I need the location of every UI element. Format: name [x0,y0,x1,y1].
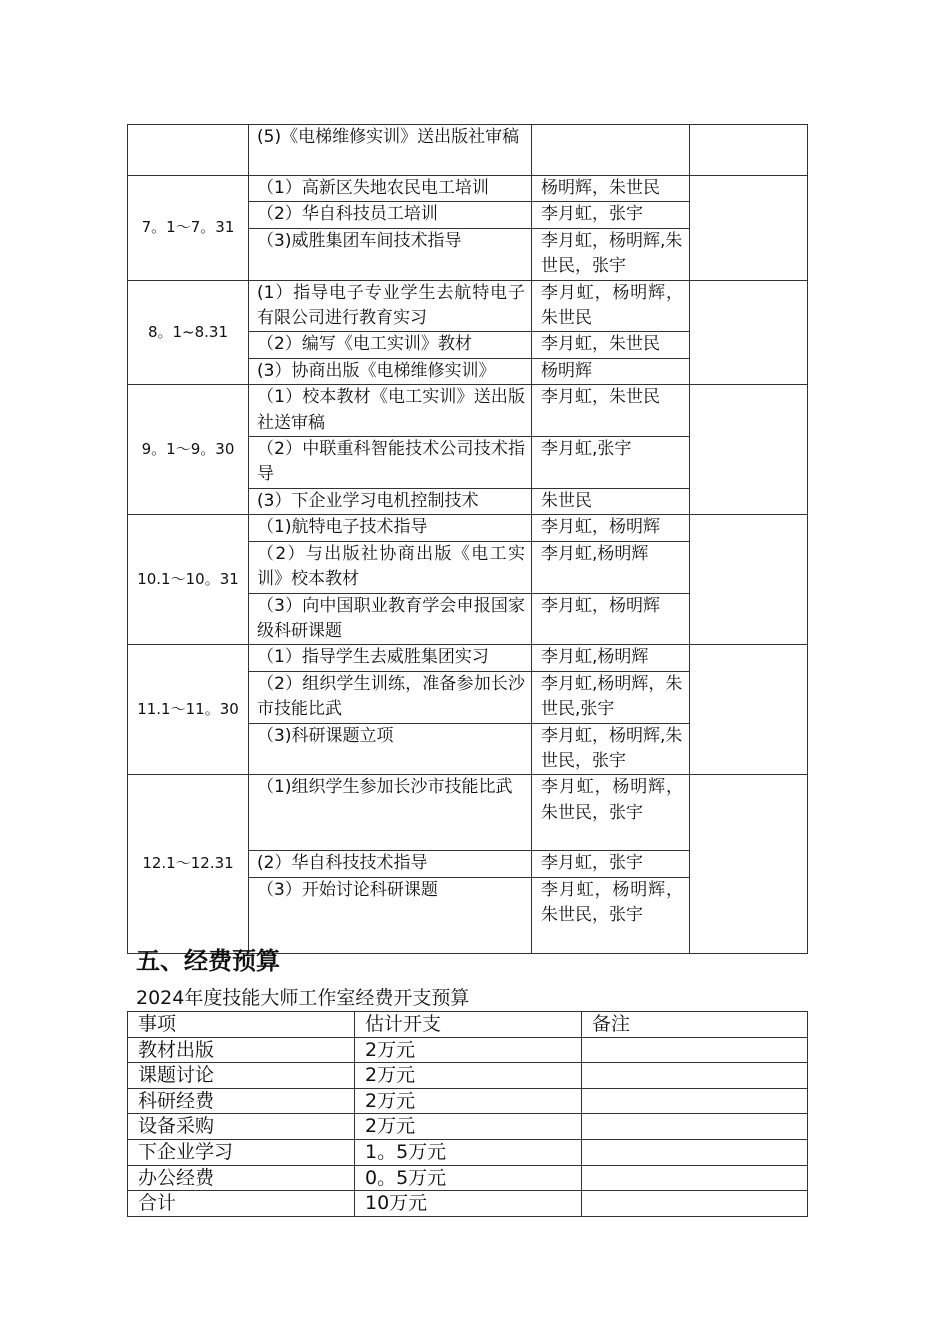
task-cell: （3）开始讨论科研课题 [249,877,532,953]
task-cell: （2）组织学生训练，准备参加长沙市技能比武 [249,671,532,723]
column-header: 备注 [582,1012,808,1038]
budget-item: 办公经费 [128,1165,355,1191]
people-cell: 李月虹，朱世民 [532,385,690,437]
budget-note [582,1088,808,1114]
table-row [128,1037,808,1063]
task-cell: （1)组织学生参加长沙市技能比武 [249,775,532,851]
task-cell: （3)威胜集团车间技术指导 [249,228,532,280]
table-row [128,125,808,176]
budget-note [582,1191,808,1217]
table-row [128,1139,808,1165]
budget-item: 科研经费 [128,1088,355,1114]
budget-note [582,1037,808,1063]
people-cell: 李月虹,杨明辉 [532,541,690,593]
task-cell: （1）校本教材《电工实训》送出版社送审稿 [249,385,532,437]
people-cell: 李月虹，杨明辉 [532,593,690,645]
budget-note [582,1165,808,1191]
period-cell [128,125,249,176]
period-cell: 9。1～9。30 [128,385,249,515]
budget-cost: 10万元 [355,1191,582,1217]
task-cell: (5)《电梯维修实训》送出版社审稿 [249,125,532,176]
budget-note [582,1063,808,1089]
table-row [128,280,808,332]
people-cell: 李月虹，张宇 [532,202,690,228]
remark-cell [690,176,808,281]
people-cell: 李月虹,杨明辉，朱世民,张宇 [532,671,690,723]
people-cell: 李月虹，杨明辉，朱世民，张宇 [532,775,690,851]
budget-item: 课题讨论 [128,1063,355,1089]
table-row [128,176,808,202]
budget-note [582,1139,808,1165]
table-row [128,1165,808,1191]
people-cell: 李月虹,杨明辉 [532,645,690,671]
section-heading: 五、经费预算 [136,947,280,975]
people-cell: 李月虹，朱世民 [532,332,690,358]
remark-cell [690,280,808,385]
table-row [128,775,808,851]
table-row [128,385,808,437]
task-cell: (3）协商出版《电梯维修实训》 [249,358,532,384]
table-row [128,1114,808,1140]
budget-cost: 0。5万元 [355,1165,582,1191]
task-cell: （1)航特电子技术指导 [249,515,532,541]
table-row [128,1063,808,1089]
budget-item: 下企业学习 [128,1139,355,1165]
people-cell: 李月虹，杨明辉 [532,515,690,541]
remark-cell [690,775,808,953]
remark-cell [690,385,808,515]
task-cell: (3）下企业学习电机控制技术 [249,488,532,514]
remark-cell [690,645,808,775]
table-row [128,1191,808,1217]
budget-item: 设备采购 [128,1114,355,1140]
task-cell: （1）指导学生去威胜集团实习 [249,645,532,671]
budget-item: 合计 [128,1191,355,1217]
people-cell: 李月虹，杨明辉,朱世民，张宇 [532,228,690,280]
table-header-row [128,1012,808,1038]
task-cell: （2）中联重科智能技术公司技术指导 [249,437,532,489]
task-cell: （2）华自科技员工培训 [249,202,532,228]
budget-cost: 2万元 [355,1088,582,1114]
people-cell: 杨明辉 [532,358,690,384]
task-cell: (1）指导电子专业学生去航特电子有限公司进行教育实习 [249,280,532,332]
people-cell: 李月虹，杨明辉,朱世民，张宇 [532,723,690,775]
budget-item: 教材出版 [128,1037,355,1063]
table-row [128,645,808,671]
period-cell: 10.1～10。31 [128,515,249,645]
period-cell: 11.1～11。30 [128,645,249,775]
column-header: 事项 [128,1012,355,1038]
period-cell: 7。1～7。31 [128,176,249,281]
task-cell: （2）编写《电工实训》教材 [249,332,532,358]
period-cell: 12.1～12.31 [128,775,249,953]
remark-cell [690,125,808,176]
people-cell: 李月虹，杨明辉，朱世民 [532,280,690,332]
people-cell: 李月虹,张宇 [532,437,690,489]
budget-cost: 2万元 [355,1114,582,1140]
budget-cost: 2万元 [355,1063,582,1089]
budget-table [127,1011,808,1217]
period-cell: 8。1~8.31 [128,280,249,385]
people-cell [532,125,690,176]
task-cell: （1）高新区失地农民电工培训 [249,176,532,202]
budget-title: 2024年度技能大师工作室经费开支预算 [136,987,470,1009]
schedule-table [127,124,808,954]
people-cell: 李月虹，张宇 [532,851,690,877]
people-cell: 杨明辉，朱世民 [532,176,690,202]
budget-note [582,1114,808,1140]
people-cell: 李月虹，杨明辉，朱世民，张宇 [532,877,690,953]
budget-cost: 2万元 [355,1037,582,1063]
table-row [128,515,808,541]
budget-cost: 1。5万元 [355,1139,582,1165]
people-cell: 朱世民 [532,488,690,514]
task-cell: (2）华自科技技术指导 [249,851,532,877]
task-cell: （3)科研课题立项 [249,723,532,775]
column-header: 估计开支 [355,1012,582,1038]
table-row [128,1088,808,1114]
task-cell: （3）向中国职业教育学会申报国家级科研课题 [249,593,532,645]
task-cell: （2）与出版社协商出版《电工实训》校本教材 [249,541,532,593]
remark-cell [690,515,808,645]
